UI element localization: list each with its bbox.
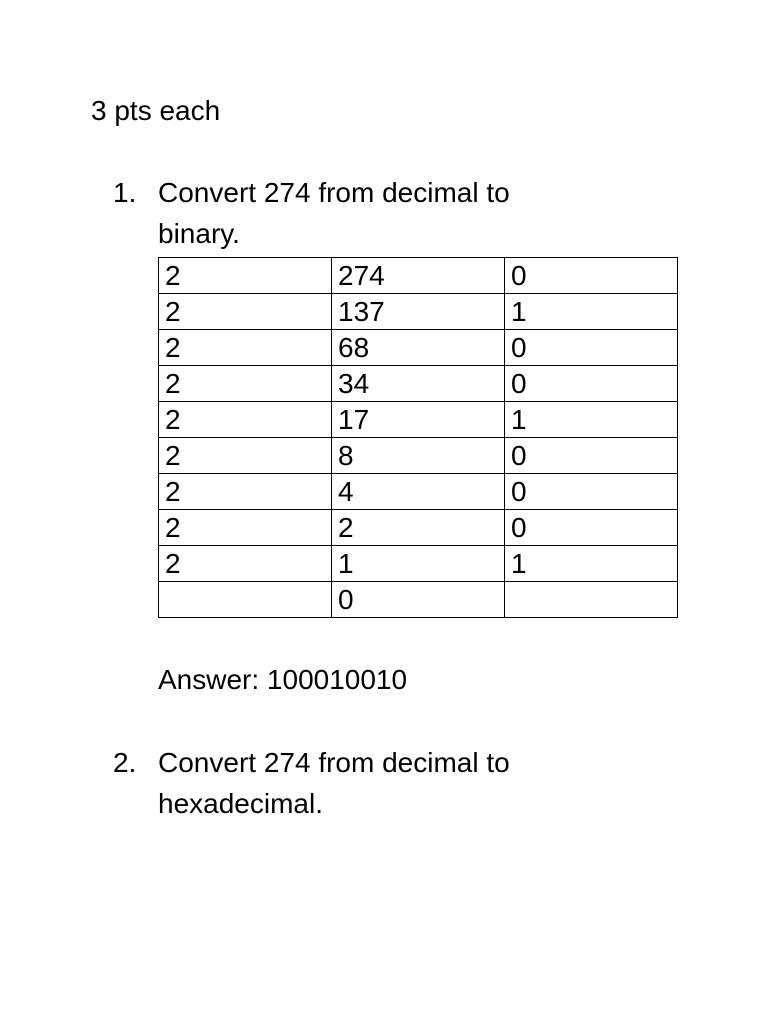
quotient-cell: 274 <box>332 258 505 294</box>
quotient-cell: 4 <box>332 474 505 510</box>
table-row <box>159 510 678 546</box>
divisor-cell: 2 <box>159 402 332 438</box>
divisor-cell: 2 <box>159 258 332 294</box>
table-row <box>159 294 678 330</box>
division-table-body <box>159 258 678 618</box>
question-number: 1. <box>113 177 137 208</box>
remainder-cell: 0 <box>505 330 678 366</box>
divisor-cell: 2 <box>159 294 332 330</box>
quotient-cell: 34 <box>332 366 505 402</box>
table-row <box>159 546 678 582</box>
remainder-cell: 0 <box>505 438 678 474</box>
divisor-cell: 2 <box>159 366 332 402</box>
quotient-cell: 2 <box>332 510 505 546</box>
remainder-cell: 0 <box>505 258 678 294</box>
quotient-cell: 8 <box>332 438 505 474</box>
remainder-cell: 0 <box>505 510 678 546</box>
table-row <box>159 582 678 618</box>
quotient-cell: 17 <box>332 402 505 438</box>
quotient-cell: 68 <box>332 330 505 366</box>
answer-line: Answer: 100010010 <box>158 664 408 695</box>
table-row <box>159 366 678 402</box>
remainder-cell <box>505 582 678 618</box>
divisor-cell: 2 <box>159 546 332 582</box>
question-number: 2. <box>113 747 137 778</box>
table-row <box>159 474 678 510</box>
table-row <box>159 258 678 294</box>
question-text: Convert 274 from decimal to binary. <box>158 177 510 249</box>
divisor-cell <box>159 582 332 618</box>
quotient-cell: 1 <box>332 546 505 582</box>
divisor-cell: 2 <box>159 438 332 474</box>
quotient-cell: 137 <box>332 294 505 330</box>
table-row <box>159 438 678 474</box>
remainder-cell: 1 <box>505 546 678 582</box>
remainder-cell: 1 <box>505 402 678 438</box>
division-table <box>158 257 678 618</box>
remainder-cell: 0 <box>505 474 678 510</box>
remainder-cell: 0 <box>505 366 678 402</box>
remainder-cell: 1 <box>505 294 678 330</box>
divisor-cell: 2 <box>159 474 332 510</box>
table-row <box>159 330 678 366</box>
points-note: 3 pts each <box>91 95 221 126</box>
quotient-cell: 0 <box>332 582 505 618</box>
divisor-cell: 2 <box>159 510 332 546</box>
question-text: Convert 274 from decimal to hexadecimal. <box>158 747 510 819</box>
table-row <box>159 402 678 438</box>
divisor-cell: 2 <box>159 330 332 366</box>
